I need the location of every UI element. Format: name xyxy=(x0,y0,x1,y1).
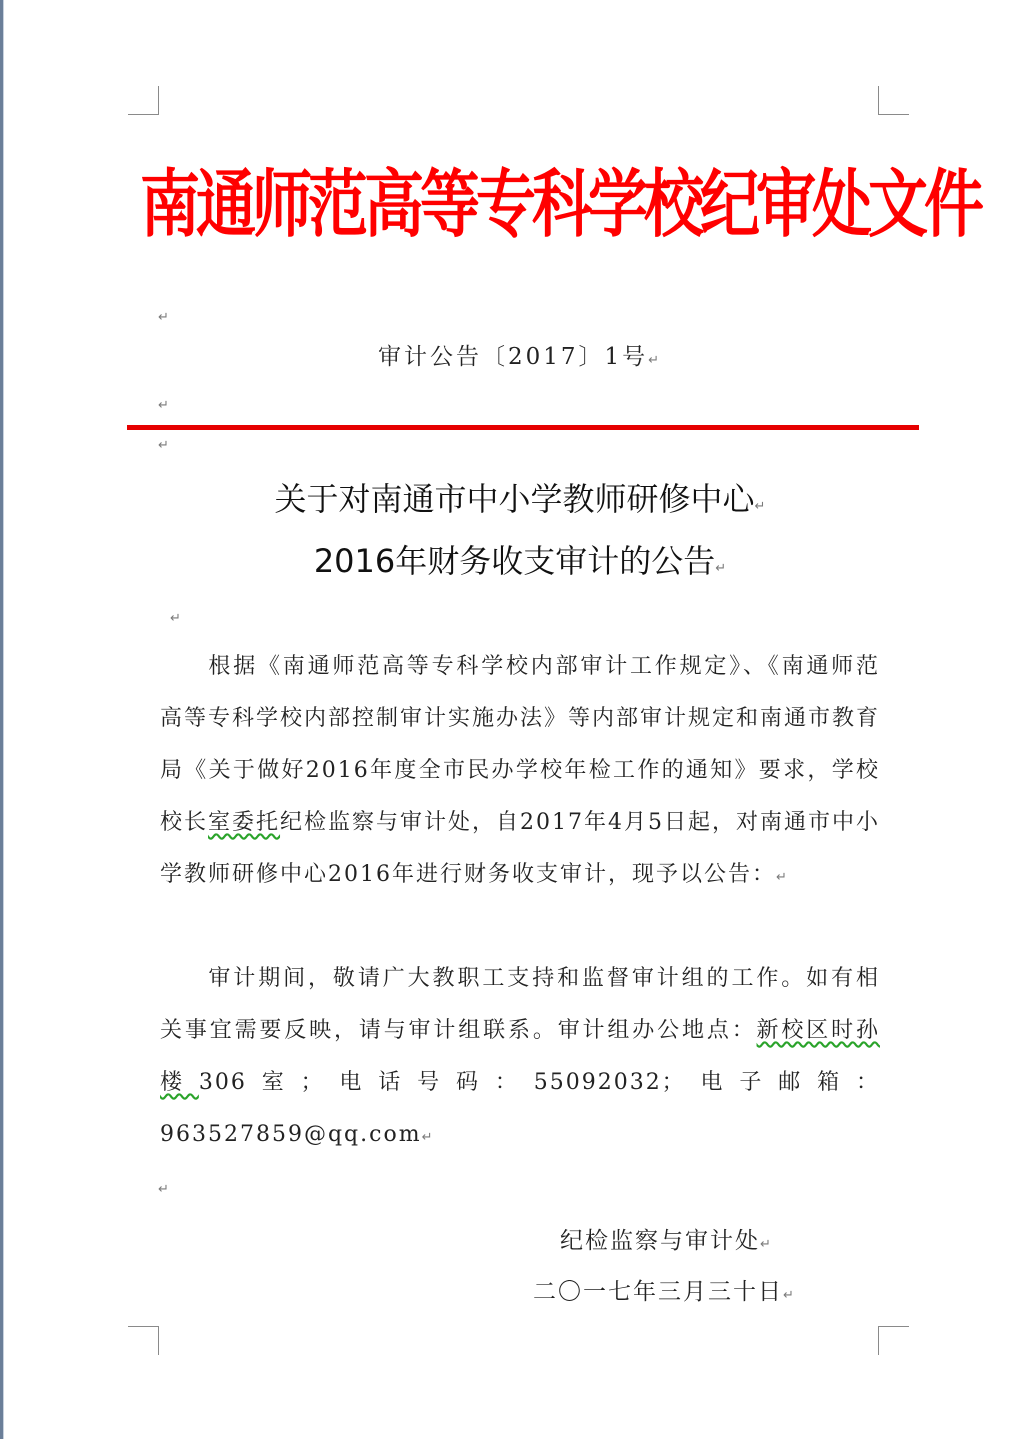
paragraph-mark: ↵ xyxy=(158,438,169,453)
signature-date-text: 二〇一七年三月三十日 xyxy=(533,1279,783,1305)
paragraph-mark: ↵ xyxy=(754,499,766,514)
notice-title-text-2: 2016年财务收支审计的公告 xyxy=(313,542,716,580)
notice-title-line-1 xyxy=(140,474,900,520)
paragraph-mark: ↵ xyxy=(648,353,663,368)
body-paragraph-2 xyxy=(160,953,880,1164)
body-paragraph-1-text-a: 根据《南通师范高等专科学校内部审计工作规定》、《南通师范高等专科学校内部控制审计实施办法》等内部审计规定和南通市教育局《关于做好2016年度全市民办学校年检工作的通知》要求，学校校长 xyxy=(160,654,881,835)
margin-corner-bottom-left xyxy=(128,1326,159,1355)
spellcheck-underline-text: 新校区时孙楼 xyxy=(160,1018,880,1095)
body-paragraph-1 xyxy=(160,641,880,904)
paragraph-mark: ↵ xyxy=(158,310,169,325)
margin-corner-top-right xyxy=(878,86,909,115)
paragraph-mark: ↵ xyxy=(776,870,789,885)
paragraph-mark: ↵ xyxy=(421,1130,435,1145)
paragraph-mark: ↵ xyxy=(783,1288,796,1303)
paragraph-mark: ↵ xyxy=(158,1182,169,1197)
notice-title-line-2 xyxy=(140,536,900,582)
body-paragraph-1-text-b: 纪检监察与审计处，自2017年4月5日起，对南通市中小学教师研修中心2016年进行财务收支审计，现予以公告： xyxy=(160,810,881,887)
margin-corner-top-left xyxy=(128,86,159,115)
paragraph-mark: ↵ xyxy=(715,561,727,576)
signature-date xyxy=(533,1273,796,1306)
spellcheck-underline-text: 室委托 xyxy=(208,810,281,835)
notice-title-text-1: 关于对南通市中小学教师研修中心 xyxy=(274,480,755,518)
page-edge-inner xyxy=(3,0,4,1439)
paragraph-mark: ↵ xyxy=(158,398,169,413)
document-header xyxy=(140,155,980,275)
signature-department-text: 纪检监察与审计处 xyxy=(560,1228,760,1254)
paragraph-mark: ↵ xyxy=(170,611,181,626)
header-title: 南通师范高等专科学校纪审处文件 xyxy=(140,162,980,248)
document-number xyxy=(140,338,900,371)
signature-department xyxy=(560,1222,773,1255)
document-number-text: 审计公告〔2017〕1号 xyxy=(377,344,649,370)
body-paragraph-2-text-a: 审计期间，敬请广大教职工支持和监督审计组的工作。如有相关事宜需要反映，请与审计组联系。审计组办公地点： xyxy=(160,966,880,1043)
body-paragraph-2-text-b: 306室；电话号码：55092032；电子邮箱：963527859@qq.com xyxy=(160,1070,880,1147)
paragraph-mark: ↵ xyxy=(760,1237,773,1252)
red-separator-line xyxy=(127,425,919,430)
margin-corner-bottom-right xyxy=(878,1326,909,1355)
